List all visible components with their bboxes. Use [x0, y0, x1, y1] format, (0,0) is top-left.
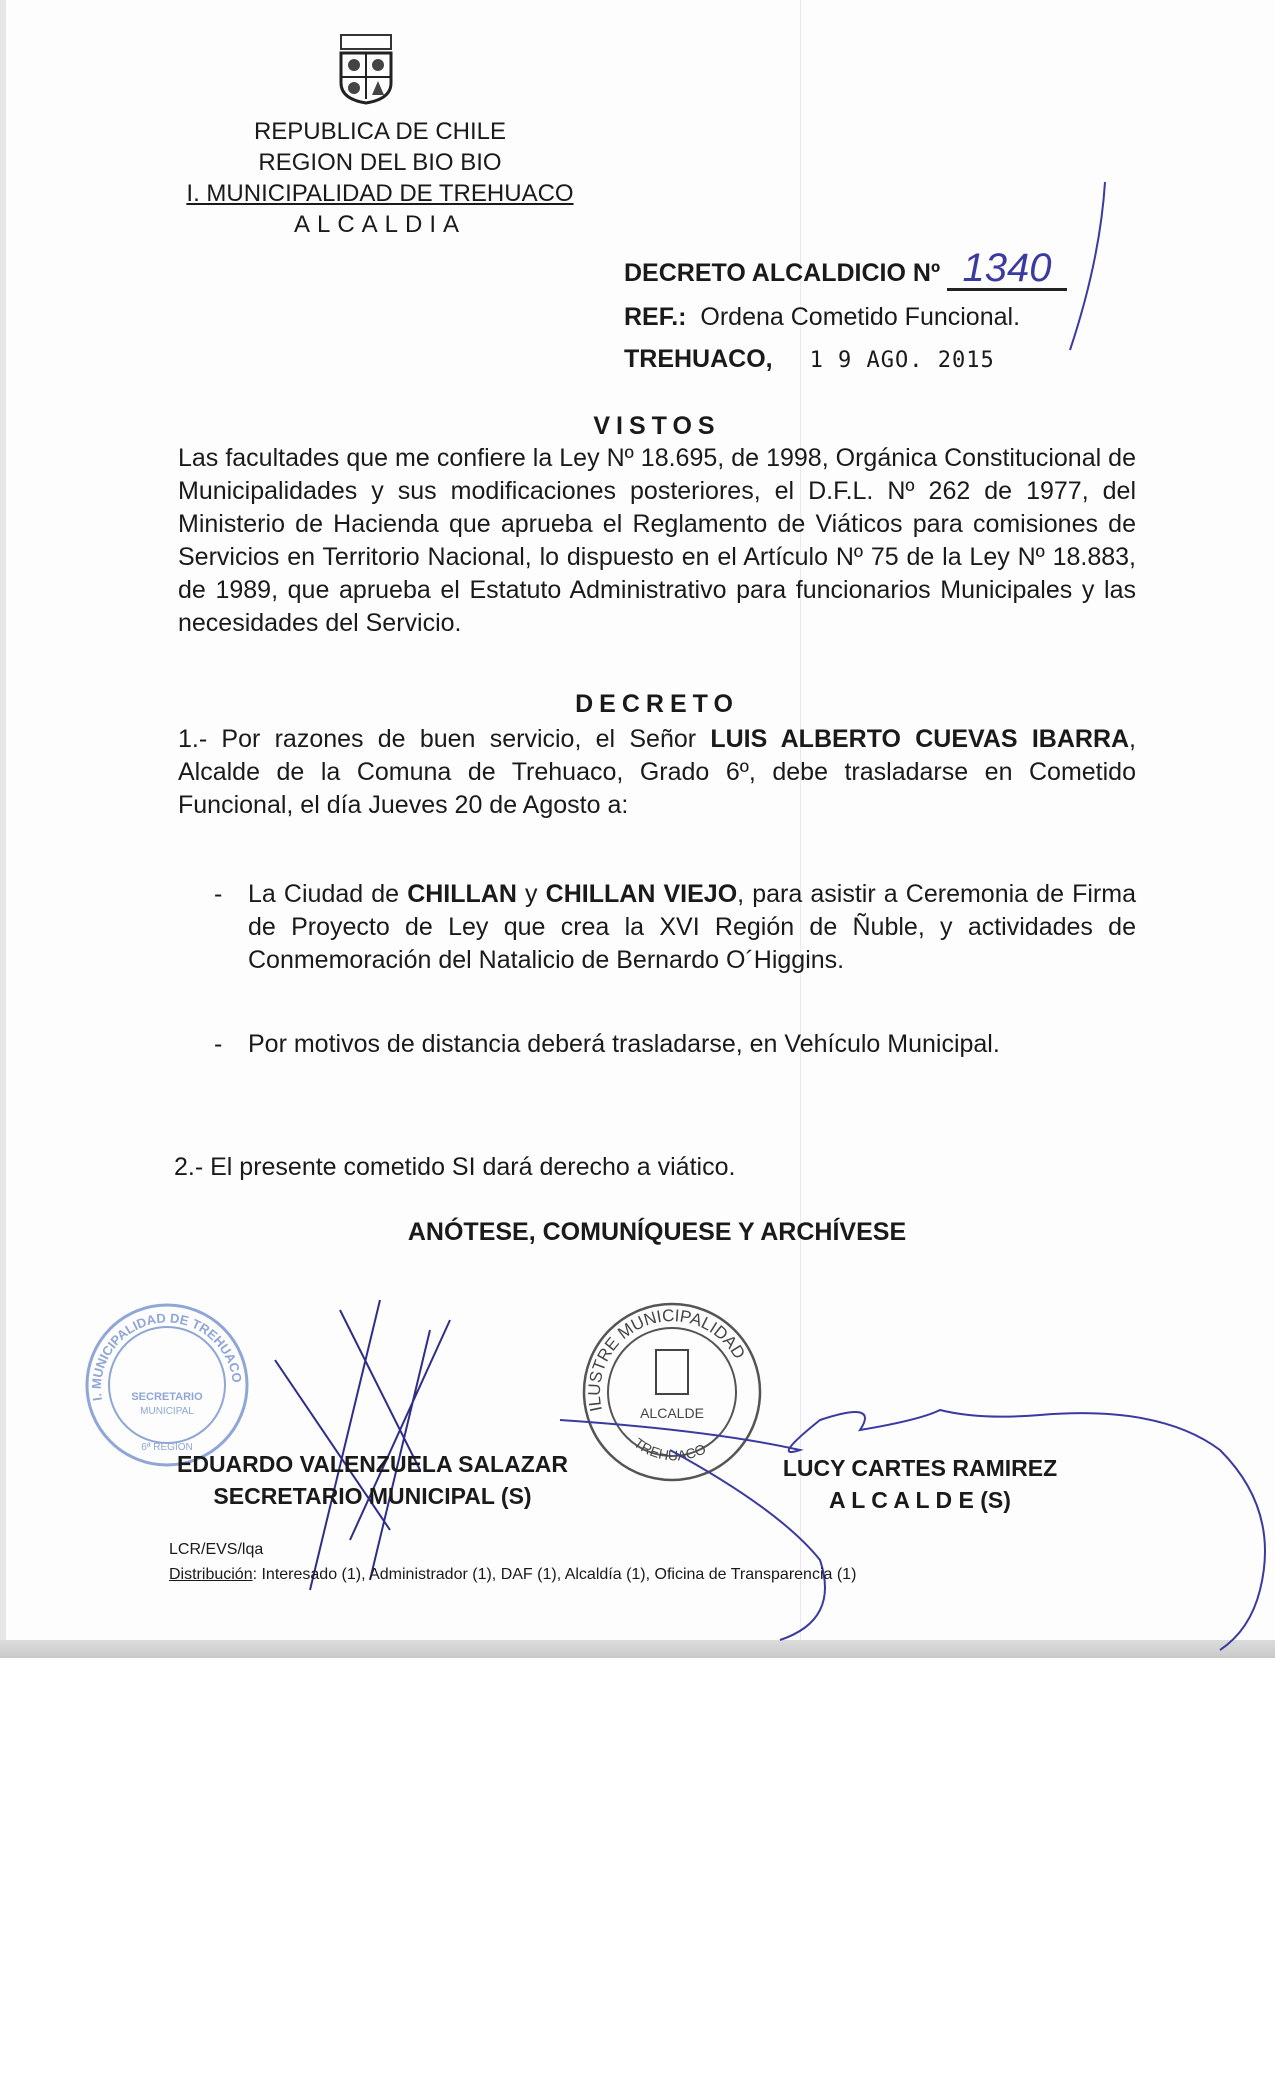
bullet1-text-cont: , para asistir a Ceremonia de Firma de Proyecto de Ley que crea la XVI Región de Ñuble, y actividades de Conmemoración del Natalicio de Bernardo O´Higgins. — [248, 880, 1136, 974]
decreto-item-1 — [178, 723, 1136, 822]
coat-of-arms-icon — [333, 33, 399, 105]
letterhead — [170, 116, 590, 240]
mayor-signature — [560, 1390, 1275, 1650]
bullet2-text: Por motivos de distancia deberá trasladarse, en Vehículo Municipal. — [248, 1030, 1000, 1058]
place-label: TREHUACO, — [624, 345, 773, 373]
decreto-heading: DECRETO — [575, 690, 739, 718]
city-2: CHILLAN VIEJO — [545, 880, 738, 908]
decreto-item-2: 2.- El presente cometido SI dará derecho a viático. — [174, 1153, 736, 1181]
vistos-heading: VISTOS — [593, 412, 721, 440]
vistos-text: Las facultades que me confiere la Ley Nº 18.695, de 1998, Orgánica Constitucional de Municipalidades y sus modificaciones posteriores, el D.F.L. Nº 262 de 1977, del Ministerio de Hacienda que aprueba el Reglamento de Viáticos para comisiones de Servicios en Territorio Nacional, lo dispuesto en el Artículo Nº 75 de la Ley Nº 18.883, de 1989, que aprueba el Estatuto Administrativo para funcionarios Municipales y las necesidades del Servicio. — [178, 444, 1136, 637]
distribution-label: Distribución — [169, 1566, 253, 1583]
initials: LCR/EVS/lqa — [169, 1541, 264, 1558]
bullet-dash: - — [214, 880, 223, 908]
header-country: REPUBLICA DE CHILE — [253, 118, 507, 145]
header-municipality: I. MUNICIPALIDAD DE TREHUACO — [186, 180, 574, 207]
bullet1-text: La Ciudad de — [248, 880, 408, 908]
stamp-right-bottom: TREHUACO — [631, 1434, 709, 1464]
stamp-left-title: SECRETARIO — [131, 1391, 203, 1403]
ref-label: REF.: — [624, 303, 687, 331]
stamp-left-ring: I. MUNICIPALIDAD DE TREHUACO — [88, 1310, 245, 1402]
signer-name: LUCY CARTES RAMIREZ — [782, 1455, 1058, 1481]
distribution-text: : Interesado (1), Administrador (1), DAF (1), Alcaldía (1), Oficina de Transparencia (1) — [252, 1566, 857, 1583]
bullet-item-2 — [214, 1028, 1136, 1061]
stamp-right-title: ALCALDE — [640, 1405, 704, 1421]
ref-line — [624, 300, 1020, 334]
signer-name: EDUARDO VALENZUELA SALAZAR — [177, 1451, 568, 1477]
bullet-dash: - — [214, 1030, 223, 1058]
secretary-stamp — [82, 1300, 252, 1470]
item1-text-cont: , Alcalde de la Comuna de Trehuaco, Grado 6º, debe trasladarse en Cometido Funcional, el día Jueves 20 de Agosto a: — [178, 725, 1136, 819]
header-office: ALCALDIA — [293, 211, 467, 238]
date-stamp: 1 9 AGO. 2015 — [809, 348, 995, 373]
header-region: REGION DEL BIO BIO — [258, 149, 502, 176]
place-date-line — [624, 342, 995, 378]
bullet1-conj: y — [516, 880, 546, 908]
city-1: CHILLAN — [407, 880, 517, 908]
distribution — [169, 1566, 856, 1584]
bullet-item-1 — [214, 878, 1136, 977]
decree-number: 1340 — [947, 248, 1067, 291]
svg-text:I. MUNICIPALIDAD DE TREHUACO — [89, 1310, 245, 1401]
stamp-left-region: 6ª REGION — [141, 1442, 193, 1453]
stamp-left-sub: MUNICIPAL — [140, 1406, 194, 1417]
closing-formula: ANÓTESE, COMUNÍQUESE Y ARCHÍVESE — [407, 1218, 907, 1246]
signature-block-secretary — [150, 1448, 595, 1512]
handwritten-slash-mark — [1060, 180, 1120, 360]
stamp-right-ring: ILUSTRE MUNICIPALIDAD — [584, 1305, 749, 1414]
ref-text: Ordena Cometido Funcional. — [700, 303, 1021, 331]
official-name: LUIS ALBERTO CUEVAS IBARRA — [710, 725, 1130, 753]
signer-role: SECRETARIO MUNICIPAL (S) — [213, 1483, 532, 1509]
decree-number-line — [624, 248, 1067, 291]
signature-block-mayor — [770, 1452, 1070, 1516]
item1-text: 1.- Por razones de buen servicio, el Señor — [178, 725, 711, 753]
signer-role: A L C A L D E (S) — [829, 1487, 1011, 1513]
decree-label: DECRETO ALCALDICIO Nº — [624, 259, 941, 287]
